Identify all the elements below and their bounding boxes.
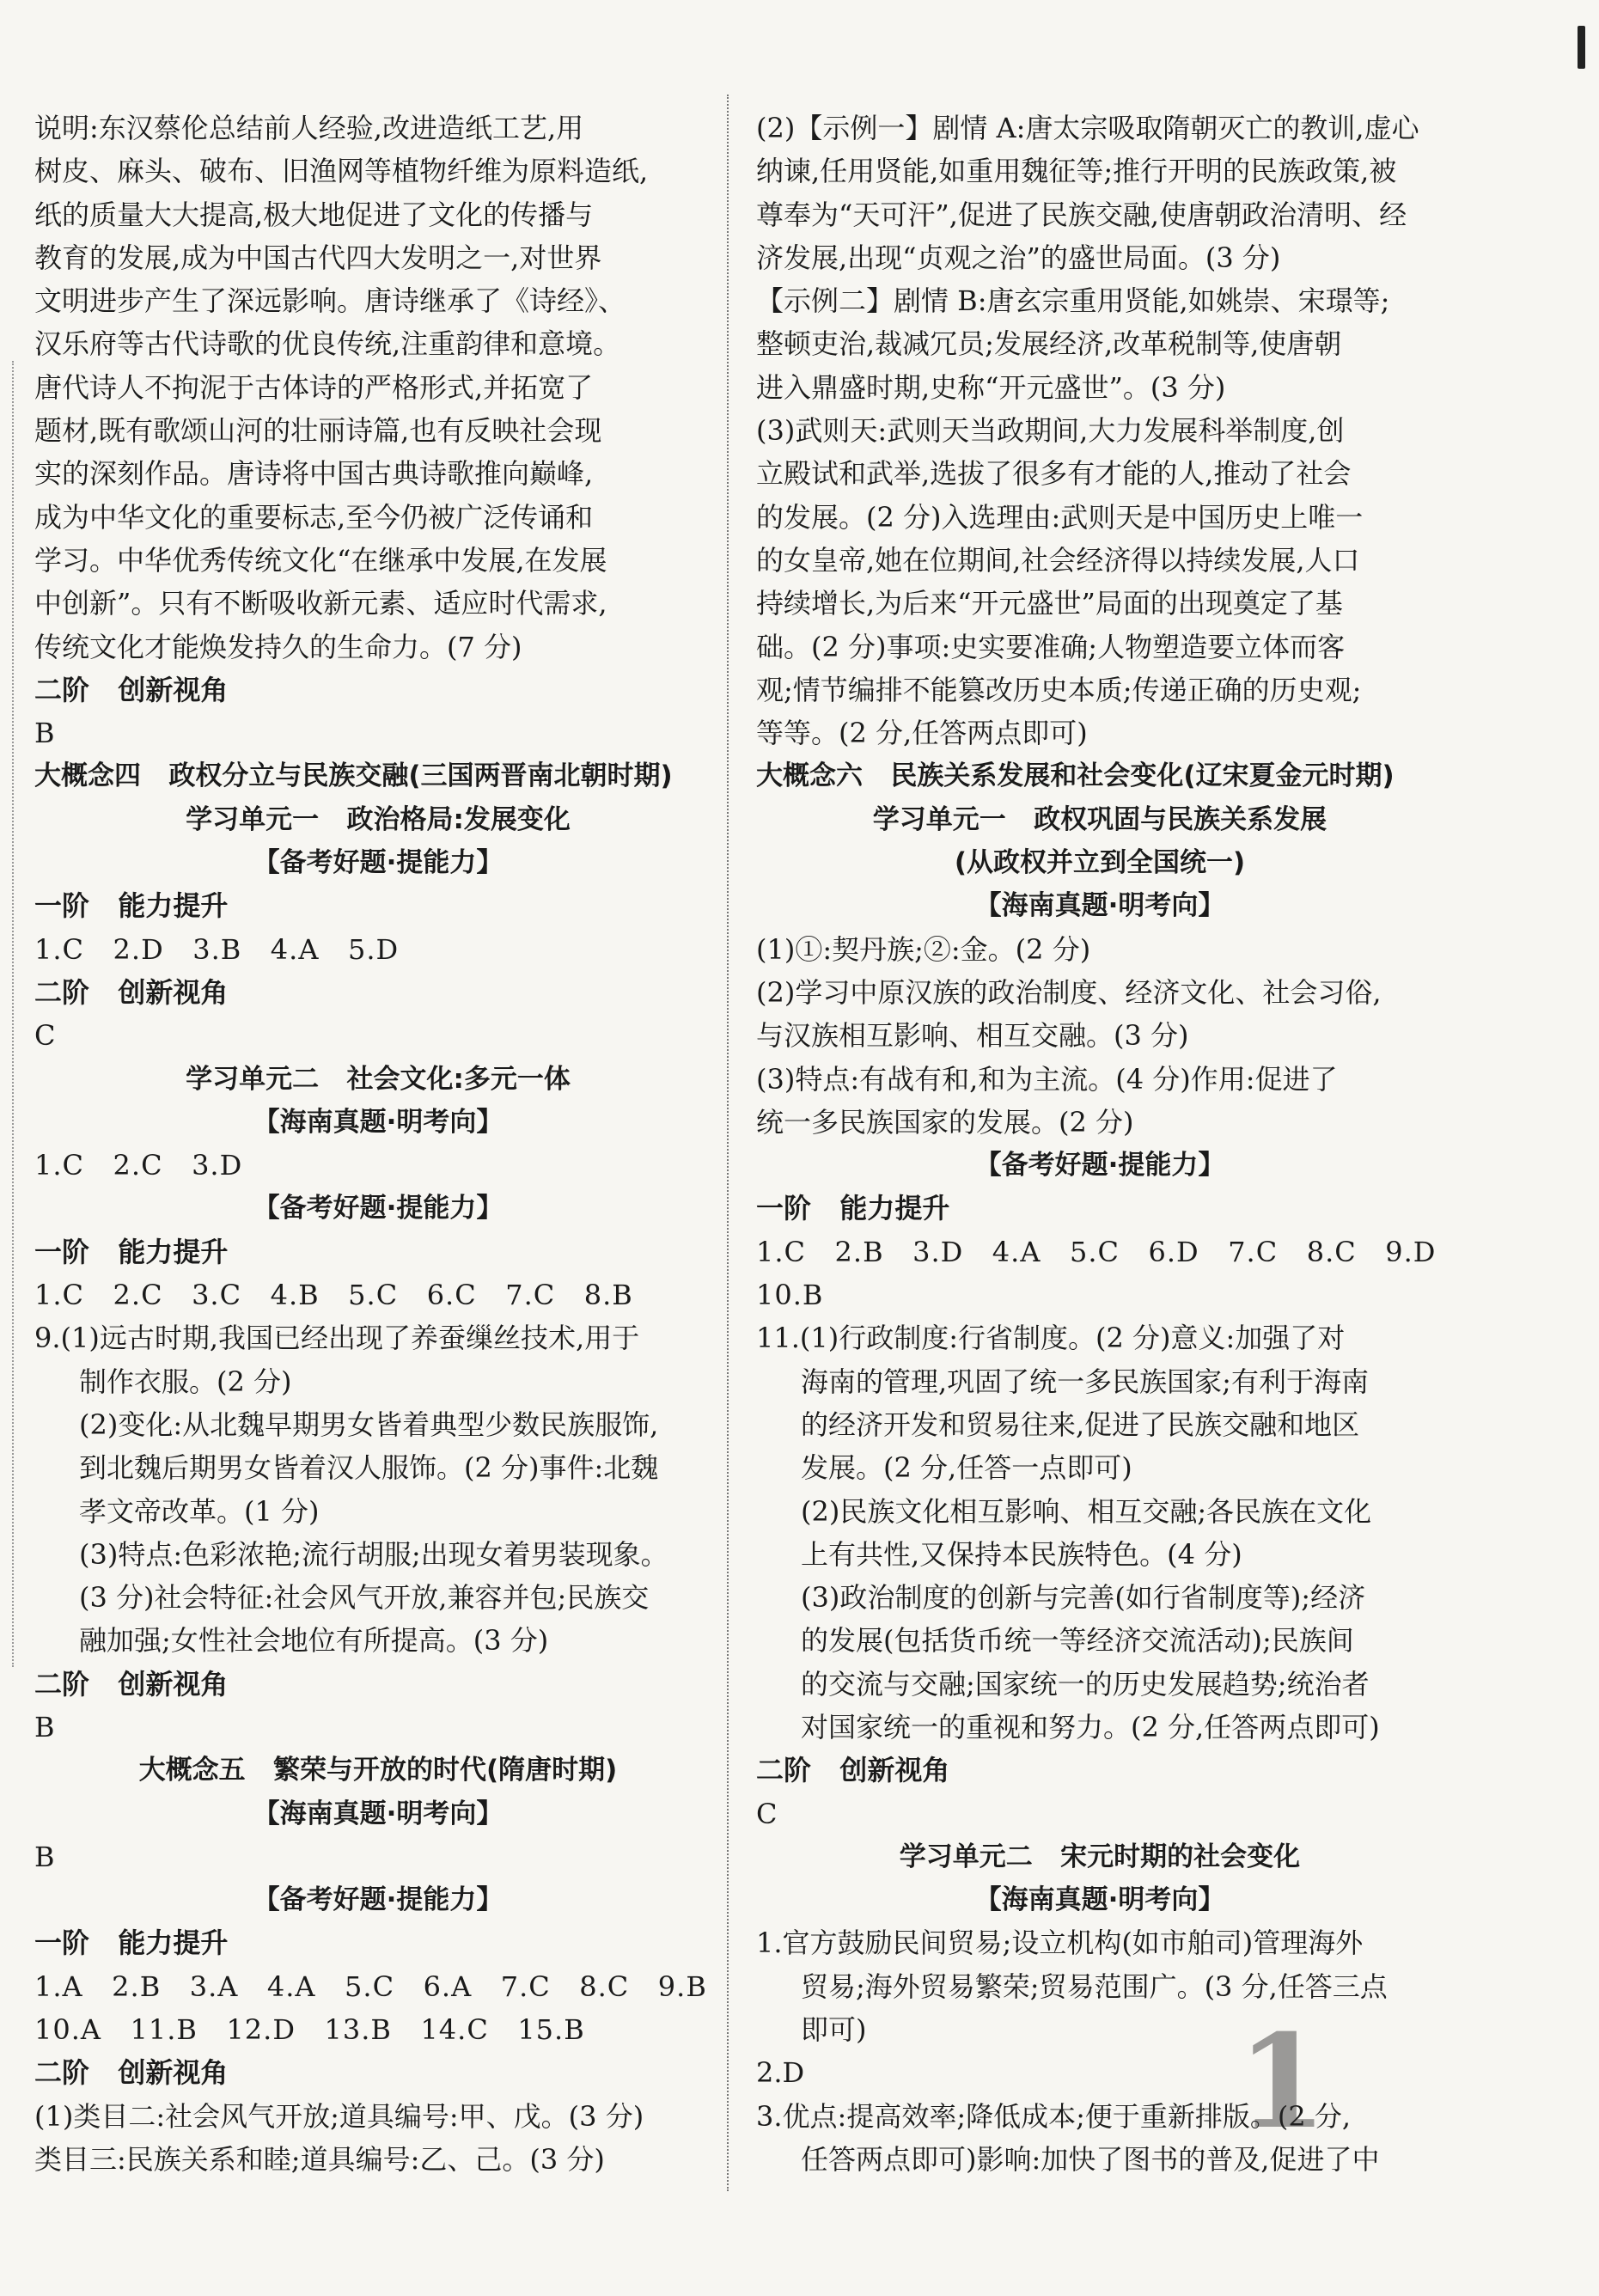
question-line: 3.优点:提高效率;降低成本;便于重新排版。(2 分, (756, 2099, 1352, 2133)
section-tag: 【备考好题·提能力】 (253, 847, 504, 879)
question-continuation: 上有共性,又保持本民族特色。(4 分) (801, 1537, 1242, 1571)
text-line: (3)特点:有战有和,和为主流。(4 分)作用:促进了 (756, 1062, 1338, 1096)
question-continuation: (3)政治制度的创新与完善(如行省制度等);经济 (801, 1581, 1366, 1615)
text-line: 树皮、麻头、破布、旧渔网等植物纤维为原料造纸, (34, 155, 649, 188)
question-line: 2.D (756, 2056, 805, 2090)
text-line: 汉乐府等古代诗歌的优良传统,注重韵律和意境。 (34, 327, 621, 361)
text-line: 纸的质量大大提高,极大地促进了文化的传播与 (34, 198, 594, 231)
text-line: 尊奉为“天可汗”,促进了民族交融,使唐朝政治清明、经 (756, 198, 1407, 231)
text-line: 中创新”。只有不断吸收新元素、适应时代需求, (34, 587, 607, 620)
answer-line: 1.C 2.C 3.C 4.B 5.C 6.C 7.C 8.B (34, 1279, 633, 1312)
big-concept-heading: 大概念四 政权分立与民族交融(三国两晋南北朝时期) (34, 760, 673, 792)
section-tag: 【海南真题·明考向】 (974, 890, 1225, 922)
unit-heading: (从政权并立到全国统一) (954, 847, 1246, 879)
tier-heading: 一阶 能力提升 (756, 1192, 950, 1225)
tier-heading: 一阶 能力提升 (34, 1927, 229, 1960)
unit-heading: 大概念五 繁荣与开放的时代(隋唐时期) (138, 1755, 618, 1786)
tier-heading: 二阶 创新视角 (34, 673, 229, 706)
text-line: C (756, 1797, 778, 1830)
question-continuation: 对国家统一的重视和努力。(2 分,任答两点即可) (801, 1710, 1380, 1743)
text-line: B (34, 717, 55, 750)
question-continuation: 贸易;海外贸易繁荣;贸易范围广。(3 分,任答三点 (801, 1969, 1388, 2003)
text-line: (2)【示例一】剧情 A:唐太宗吸取隋朝灭亡的教训,虚心 (756, 112, 1419, 144)
text-line: B (34, 1710, 55, 1743)
section-tag: 【海南真题·明考向】 (253, 1106, 504, 1138)
question-continuation: 的发展(包括货币统一等经济交流活动);民族间 (801, 1624, 1354, 1658)
answer-line: 1.C 2.C 3.D (34, 1149, 243, 1182)
question-continuation: 发展。(2 分,任答一点即可) (801, 1451, 1132, 1485)
question-continuation: 即可) (801, 2013, 867, 2047)
text-line: 成为中华文化的重要标志,至今仍被广泛传诵和 (34, 500, 594, 534)
tier-heading: 二阶 创新视角 (34, 1667, 229, 1701)
text-line: 的发展。(2 分)入选理由:武则天是中国历史上唯一 (756, 500, 1364, 534)
text-line: 等等。(2 分,任答两点即可) (756, 717, 1088, 750)
text-line: 【示例二】剧情 B:唐玄宗重用贤能,如姚崇、宋璟等; (756, 284, 1390, 318)
answer-line: 10.B (756, 1279, 824, 1312)
unit-heading: 学习单元一 政治格局:发展变化 (186, 803, 571, 835)
text-line: 实的深刻作品。唐诗将中国古典诗歌推向巅峰, (34, 457, 594, 491)
section-tag: 【海南真题·明考向】 (974, 1884, 1225, 1916)
tier-heading: 二阶 创新视角 (756, 1754, 950, 1787)
question-continuation: 到北魏后期男女皆着汉人服饰。(2 分)事件:北魏 (79, 1451, 659, 1485)
text-line: 类目三:民族关系和睦;道具编号:乙、己。(3 分) (34, 2142, 605, 2176)
section-tag: 【备考好题·提能力】 (253, 1193, 504, 1224)
text-line: C (34, 1019, 56, 1053)
text-line: (1)①:契丹族;②:金。(2 分) (756, 932, 1091, 966)
question-continuation: (3 分)社会特征:社会风气开放,兼容并包;民族交 (79, 1581, 650, 1615)
tier-heading: 一阶 能力提升 (34, 889, 229, 923)
text-line: 观;情节编排不能篡改历史本质;传递正确的历史观; (756, 673, 1362, 706)
text-line: (2)学习中原汉族的政治制度、经济文化、社会习俗, (756, 975, 1382, 1009)
question-continuation: 制作衣服。(2 分) (79, 1365, 292, 1398)
text-line: 济发展,出现“贞观之治”的盛世局面。(3 分) (756, 241, 1281, 274)
question-continuation: 任答两点即可)影响:加快了图书的普及,促进了中 (801, 2142, 1380, 2176)
text-line: 持续增长,为后来“开元盛世”局面的出现奠定了基 (756, 587, 1343, 620)
text-line: 础。(2 分)事项:史实要准确;人物塑造要立体而客 (756, 630, 1346, 663)
answer-line: 1.A 2.B 3.A 4.A 5.C 6.A 7.C 8.C 9.B (34, 1969, 707, 2003)
corner-mark (1578, 26, 1585, 69)
section-tag: 【备考好题·提能力】 (974, 1150, 1225, 1182)
left-column (34, 107, 722, 2181)
question-continuation: 融加强;女性社会地位有所提高。(3 分) (79, 1624, 549, 1658)
tier-heading: 一阶 能力提升 (34, 1235, 229, 1268)
text-line: 唐代诗人不拘泥于古体诗的严格形式,并拓宽了 (34, 370, 594, 404)
right-column (756, 107, 1443, 2181)
text-line: 学习。中华优秀传统文化“在继承中发展,在发展 (34, 543, 607, 577)
question-continuation: (2)民族文化相互影响、相互交融;各民族在文化 (801, 1494, 1372, 1528)
question-continuation: 的交流与交融;国家统一的历史发展趋势;统治者 (801, 1667, 1370, 1701)
text-line: 说明:东汉蔡伦总结前人经验,改进造纸工艺,用 (34, 112, 584, 144)
answer-line: 1.C 2.B 3.D 4.A 5.C 6.D 7.C 8.C 9.D (756, 1235, 1437, 1268)
text-line: 传统文化才能焕发持久的生命力。(7 分) (34, 630, 522, 663)
text-line: (3)武则天:武则天当政期间,大力发展科举制度,创 (756, 414, 1345, 448)
question-continuation: 孝文帝改革。(1 分) (79, 1494, 320, 1528)
section-tag: 【海南真题·明考向】 (253, 1798, 504, 1829)
question-line: 1.官方鼓励民间贸易;设立机构(如市舶司)管理海外 (756, 1927, 1364, 1960)
text-line: 统一多民族国家的发展。(2 分) (756, 1105, 1134, 1139)
text-line: 进入鼎盛时期,史称“开元盛世”。(3 分) (756, 370, 1226, 404)
text-line: B (34, 1840, 55, 1873)
text-line: 立殿试和武举,选拔了很多有才能的人,推动了社会 (756, 457, 1352, 491)
text-line: 题材,既有歌颂山河的壮丽诗篇,也有反映社会现 (34, 414, 602, 448)
question-continuation: 的经济开发和贸易往来,促进了民族交融和地区 (801, 1408, 1360, 1441)
big-concept-heading: 大概念六 民族关系发展和社会变化(辽宋夏金元时期) (756, 760, 1395, 792)
tier-heading: 二阶 创新视角 (34, 975, 229, 1009)
text-line: 与汉族相互影响、相互交融。(3 分) (756, 1019, 1189, 1053)
question-continuation: (2)变化:从北魏早期男女皆着典型少数民族服饰, (79, 1408, 659, 1441)
column-divider (727, 95, 729, 2191)
text-line: 文明进步产生了深远影响。唐诗继承了《诗经》、 (34, 284, 626, 318)
text-line: 纳谏,任用贤能,如重用魏征等;推行开明的民族政策,被 (756, 155, 1397, 188)
question-line: 11.(1)行政制度:行省制度。(2 分)意义:加强了对 (756, 1322, 1346, 1355)
unit-heading: 学习单元一 政权巩固与民族关系发展 (872, 803, 1327, 835)
text-line: 的女皇帝,她在位期间,社会经济得以持续发展,人口 (756, 543, 1360, 577)
answer-line: 10.A 11.B 12.D 13.B 14.C 15.B (34, 2013, 585, 2047)
answer-line: 1.C 2.D 3.B 4.A 5.D (34, 932, 400, 966)
question-line: 9.(1)远古时期,我国已经出现了养蚕缫丝技术,用于 (34, 1322, 640, 1355)
tier-heading: 二阶 创新视角 (34, 2056, 229, 2090)
section-tag: 【备考好题·提能力】 (253, 1884, 504, 1916)
binding-line (12, 361, 14, 1667)
text-line: 教育的发展,成为中国古代四大发明之一,对世界 (34, 241, 602, 274)
unit-heading: 学习单元二 社会文化:多元一体 (186, 1063, 571, 1095)
text-line: (1)类目二:社会风气开放;道具编号:甲、戊。(3 分) (34, 2099, 644, 2133)
page-number: 1 (1237, 2006, 1327, 2158)
unit-heading: 学习单元二 宋元时期的社会变化 (899, 1841, 1301, 1872)
text-line: 整顿吏治,裁减冗员;发展经济,改革税制等,使唐朝 (756, 327, 1342, 361)
question-continuation: 海南的管理,巩固了统一多民族国家;有利于海南 (801, 1365, 1369, 1398)
question-continuation: (3)特点:色彩浓艳;流行胡服;出现女着男装现象。 (79, 1537, 668, 1571)
